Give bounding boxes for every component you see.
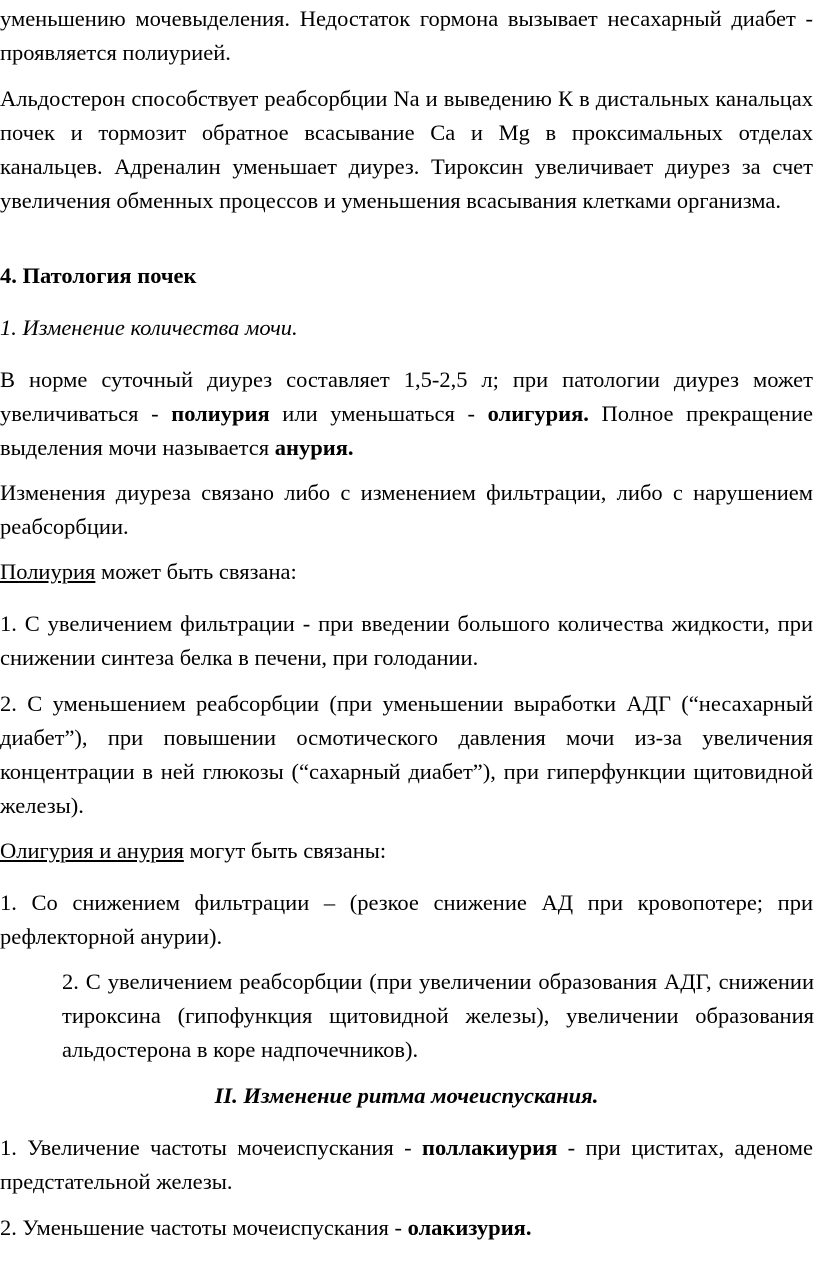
rhythm-item-1-after: - при циститах, аденоме предстательной железы. xyxy=(0,1135,813,1194)
term-polyuria: полиурия xyxy=(171,401,270,426)
norm-part1: В норме суточный диурез составляет 1,5-2,5 л; при патологии диурез может увеличиваться - xyxy=(0,367,813,426)
term-pollakiuria: поллакиурия xyxy=(422,1135,558,1160)
list-item: 2. С уменьшением реабсорбции (при уменьшении выработки АДГ (“несахарный диабет”), при повышении осмотического давления мочи из-за увеличения концентрации в ней глюкозы (“сахарный диабет”), при гиперфункции щитовидной железы). xyxy=(0,691,813,818)
list-item xyxy=(0,1131,813,1199)
norm-part3: Полное прекращение выделения мочи называется xyxy=(0,401,813,460)
heading-amount-change: 1. Изменение количества мочи. xyxy=(0,315,298,340)
term-olakizuria: олакизурия. xyxy=(407,1215,532,1240)
paragraph-top xyxy=(0,2,813,70)
polyuria-intro-rest: может быть связана: xyxy=(95,559,297,584)
heading-pathology: 4. Патология почек xyxy=(0,263,197,288)
list-item: 2. С увеличением реабсорбции (при увеличении образования АДГ, снижении тироксина (гипофункция щитовидной железы), увеличении образования альдостерона в коре надпочечников). xyxy=(62,969,814,1062)
heading-rhythm-change: II. Изменение ритма мочеиспускания. xyxy=(214,1083,599,1108)
paragraph-norm xyxy=(0,363,813,465)
list-item xyxy=(0,1211,813,1245)
rhythm-item-1-before: 1. Увеличение частоты мочеиспускания - xyxy=(0,1135,422,1160)
term-anuria: анурия. xyxy=(274,435,354,460)
paragraph-top-text: уменьшению мочевыделения. Недостаток гормона вызывает несахарный диабет - проявляется полиурией. xyxy=(0,6,813,65)
list-item: 1. С увеличением фильтрации - при введении большого количества жидкости, при снижении синтеза белка в печени, при голодании. xyxy=(0,611,813,670)
term-polyuria-underlined: Полиурия xyxy=(0,559,96,584)
paragraph-aldosterone xyxy=(0,82,813,218)
term-oliguria: олигурия. xyxy=(487,401,589,426)
norm-part2: или уменьшаться - xyxy=(269,401,488,426)
rhythm-item-2-before: 2. Уменьшение частоты мочеиспускания - xyxy=(0,1215,408,1240)
paragraph-aldosterone-text: Альдостерон способствует реабсорбции Na и выведению К в дистальных канальцах почек и тормозит обратное всасывание Са и Mg в проксимальных отделах канальцев. Адреналин уменьшает диурез. Тироксин увеличивает диурез за счет увеличения обменных процессов и уменьшения всасывания клетками организма. xyxy=(0,86,813,213)
oliguria-intro-rest: могут быть связаны: xyxy=(183,838,387,863)
list-item: 1. Со снижением фильтрации – (резкое снижение АД при кровопотере; при рефлекторной анурии). xyxy=(0,890,813,949)
paragraph-polyuria-intro xyxy=(0,555,813,589)
term-oliguria-anuria-underlined: Олигурия и анурия xyxy=(0,838,184,863)
paragraph-diuresis-change: Изменения диуреза связано либо с изменением фильтрации, либо с нарушением реабсорбции. xyxy=(0,480,813,539)
paragraph-oliguria-intro xyxy=(0,834,813,868)
